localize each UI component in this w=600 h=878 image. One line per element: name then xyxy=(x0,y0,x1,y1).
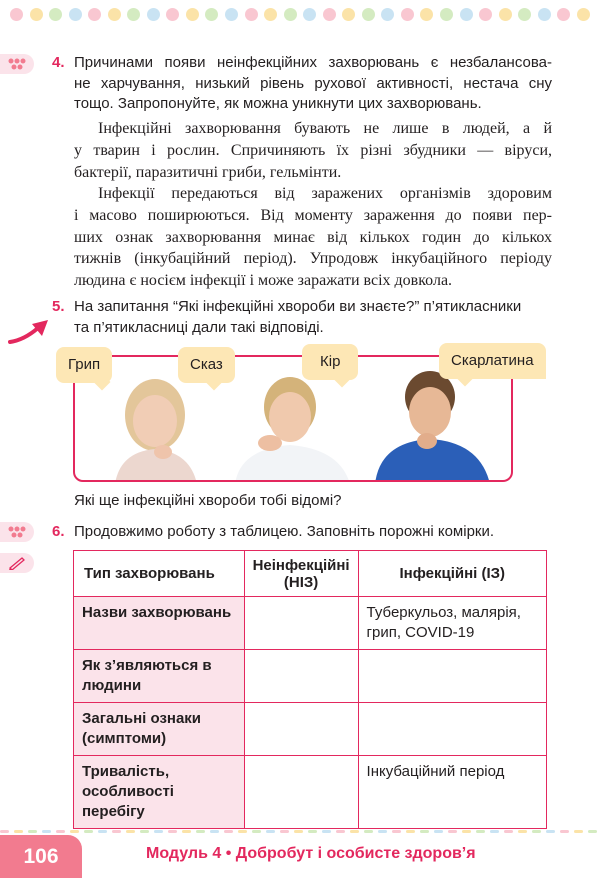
footer-dash xyxy=(196,830,205,833)
empty-cell[interactable] xyxy=(244,703,358,756)
footer-dash xyxy=(546,830,555,833)
decorative-dot xyxy=(518,8,531,21)
paragraph-line: і масово поширюються. Від моменту зараження до появи пер- xyxy=(74,206,552,224)
decorative-dot xyxy=(225,8,238,21)
footer-dash xyxy=(42,830,51,833)
decorative-dot xyxy=(10,8,23,21)
table-header-cell: Неінфекційні (НІЗ) xyxy=(244,551,358,597)
footer-dash xyxy=(14,830,23,833)
footer-dash xyxy=(224,830,233,833)
speech-bubble xyxy=(439,343,546,379)
footer-dash xyxy=(322,830,331,833)
empty-cell[interactable] xyxy=(244,597,358,650)
decorative-dot xyxy=(557,8,570,21)
footer-dash xyxy=(462,830,471,833)
task-6-text xyxy=(74,522,552,543)
row-label: Як з’являються в людини xyxy=(74,650,245,703)
footer-dashed-line xyxy=(0,830,600,834)
decorative-dot xyxy=(284,8,297,21)
bubble-label: Сказ xyxy=(190,356,223,373)
task-5-text xyxy=(74,297,552,338)
footer-dash xyxy=(308,830,317,833)
footer-dash xyxy=(420,830,429,833)
decorative-dot xyxy=(440,8,453,21)
table-header-cell: Інфекційні (ІЗ) xyxy=(358,551,546,597)
arrow-icon xyxy=(8,318,52,346)
footer-dash xyxy=(490,830,499,833)
row-label: Загальні ознаки (симптоми) xyxy=(74,703,245,756)
footer-dash xyxy=(98,830,107,833)
footer-dash xyxy=(588,830,597,833)
task-4-line: не харчування, низький рівень рухової активності, нестача сну xyxy=(74,74,552,92)
pencil-icon xyxy=(0,553,34,573)
table-row xyxy=(74,597,547,650)
footer-dash xyxy=(378,830,387,833)
footer-dash xyxy=(28,830,37,833)
footer-dash xyxy=(56,830,65,833)
footer-dash xyxy=(364,830,373,833)
task-4-line: тощо. Запропонуйте, як можна уникнути цих захворювань. xyxy=(74,95,482,112)
decorative-dot xyxy=(401,8,414,21)
paragraph-line: людина є носієм інфекції і може заражати всіх довкола. xyxy=(74,272,453,290)
empty-cell[interactable] xyxy=(358,703,546,756)
group-work-icon xyxy=(0,54,34,74)
table-row xyxy=(74,650,547,703)
decorative-dot xyxy=(147,8,160,21)
footer-dash xyxy=(0,830,9,833)
footer-dash xyxy=(182,830,191,833)
question-line: Які ще інфекційні хвороби тобі відомі? xyxy=(74,492,342,509)
paragraph-line: у тварин і рослин. Спричиняють їх різні збудники — віруси, xyxy=(74,141,552,159)
task-4-line: Причинами появи неінфекційних захворювань є незбалансова- xyxy=(74,54,552,71)
footer-dash xyxy=(476,830,485,833)
paragraph-line: бактерії, паразитичні гриби, гельмінти. xyxy=(74,163,342,181)
task-4-number: 4. xyxy=(52,54,65,71)
decorative-dot xyxy=(264,8,277,21)
group-work-icon xyxy=(0,522,34,542)
footer-dash xyxy=(560,830,569,833)
decorative-dot xyxy=(577,8,590,21)
row-label: Тривалість, особливості перебігу xyxy=(74,756,245,829)
decorative-dot xyxy=(205,8,218,21)
footer-dash xyxy=(350,830,359,833)
speech-bubble xyxy=(178,347,235,383)
paragraph-incubation-period xyxy=(74,183,552,292)
task-6-line: Продовжимо роботу з таблицею. Заповніть порожні комірки. xyxy=(74,523,495,540)
table-cell: Туберкульоз, малярія, грип, COVID-19 xyxy=(358,597,546,650)
decorative-dot xyxy=(88,8,101,21)
footer-dash xyxy=(336,830,345,833)
task-5-question xyxy=(74,491,552,512)
footer-dash xyxy=(154,830,163,833)
footer-dash xyxy=(448,830,457,833)
footer-dash xyxy=(168,830,177,833)
decorative-dot xyxy=(342,8,355,21)
decorative-dot xyxy=(30,8,43,21)
table-row xyxy=(74,756,547,829)
decorative-dot xyxy=(245,8,258,21)
decorative-dot xyxy=(186,8,199,21)
paragraph-line: Інфекції передаються від заражених організмів здоровим xyxy=(98,185,552,202)
decorative-dot xyxy=(538,8,551,21)
decorative-dot xyxy=(420,8,433,21)
footer-dash xyxy=(210,830,219,833)
footer-dash xyxy=(574,830,583,833)
footer-dash xyxy=(266,830,275,833)
speech-bubble xyxy=(56,347,112,383)
page-number: 106 xyxy=(0,835,82,878)
bubble-label: Грип xyxy=(68,356,101,373)
decorative-dot xyxy=(69,8,82,21)
bubble-label: Кір xyxy=(320,353,341,370)
table-header-row xyxy=(74,551,547,597)
paragraph-line: ших ознак захворювання минає від кількох годин до кількох xyxy=(74,228,552,246)
paragraph-line: тижнів (інкубаційний період). Упродовж інкубаційного періоду xyxy=(74,250,552,268)
paragraph-infections-types xyxy=(74,118,552,183)
empty-cell[interactable] xyxy=(244,756,358,829)
task-5-line: та п’ятикласниці дали такі відповіді. xyxy=(74,318,324,336)
diseases-table xyxy=(73,550,547,829)
footer-dash xyxy=(252,830,261,833)
footer-dash xyxy=(406,830,415,833)
decorative-dot xyxy=(127,8,140,21)
footer-dash xyxy=(238,830,247,833)
decorative-dot xyxy=(381,8,394,21)
decorative-dot xyxy=(166,8,179,21)
footer-dash xyxy=(112,830,121,833)
decorative-dot xyxy=(460,8,473,21)
speech-bubble xyxy=(302,344,358,380)
table-cell: Інкубаційний період xyxy=(358,756,546,829)
footer-dash xyxy=(504,830,513,833)
task-5-line: На запитання “Які інфекційні хвороби ви знаєте?” п’ятикласники xyxy=(74,298,522,315)
top-decorative-dots xyxy=(10,8,590,21)
decorative-dot xyxy=(499,8,512,21)
row-label: Назви захворювань xyxy=(74,597,245,650)
footer-dash xyxy=(280,830,289,833)
decorative-dot xyxy=(49,8,62,21)
footer-dash xyxy=(70,830,79,833)
table-row xyxy=(74,703,547,756)
footer-dash xyxy=(84,830,93,833)
bubble-label: Скарлатина xyxy=(451,352,534,369)
decorative-dot xyxy=(303,8,316,21)
decorative-dot xyxy=(323,8,336,21)
empty-cell[interactable] xyxy=(244,650,358,703)
paragraph-line: Інфекційні захворювання бувають не лише в людей, а й xyxy=(98,120,552,137)
task-5-number: 5. xyxy=(52,298,65,315)
footer-dash xyxy=(126,830,135,833)
table-header-cell: Тип захворювань xyxy=(74,551,245,597)
footer-dash xyxy=(532,830,541,833)
footer-title: Модуль 4 • Добробут і особисте здоров’я xyxy=(146,845,476,862)
decorative-dot xyxy=(108,8,121,21)
footer-dash xyxy=(294,830,303,833)
footer-dash xyxy=(392,830,401,833)
footer-dash xyxy=(140,830,149,833)
decorative-dot xyxy=(479,8,492,21)
footer-dash xyxy=(434,830,443,833)
decorative-dot xyxy=(362,8,375,21)
task-4-text xyxy=(74,53,552,115)
task-6-number: 6. xyxy=(52,523,65,540)
footer-dash xyxy=(518,830,527,833)
empty-cell[interactable] xyxy=(358,650,546,703)
